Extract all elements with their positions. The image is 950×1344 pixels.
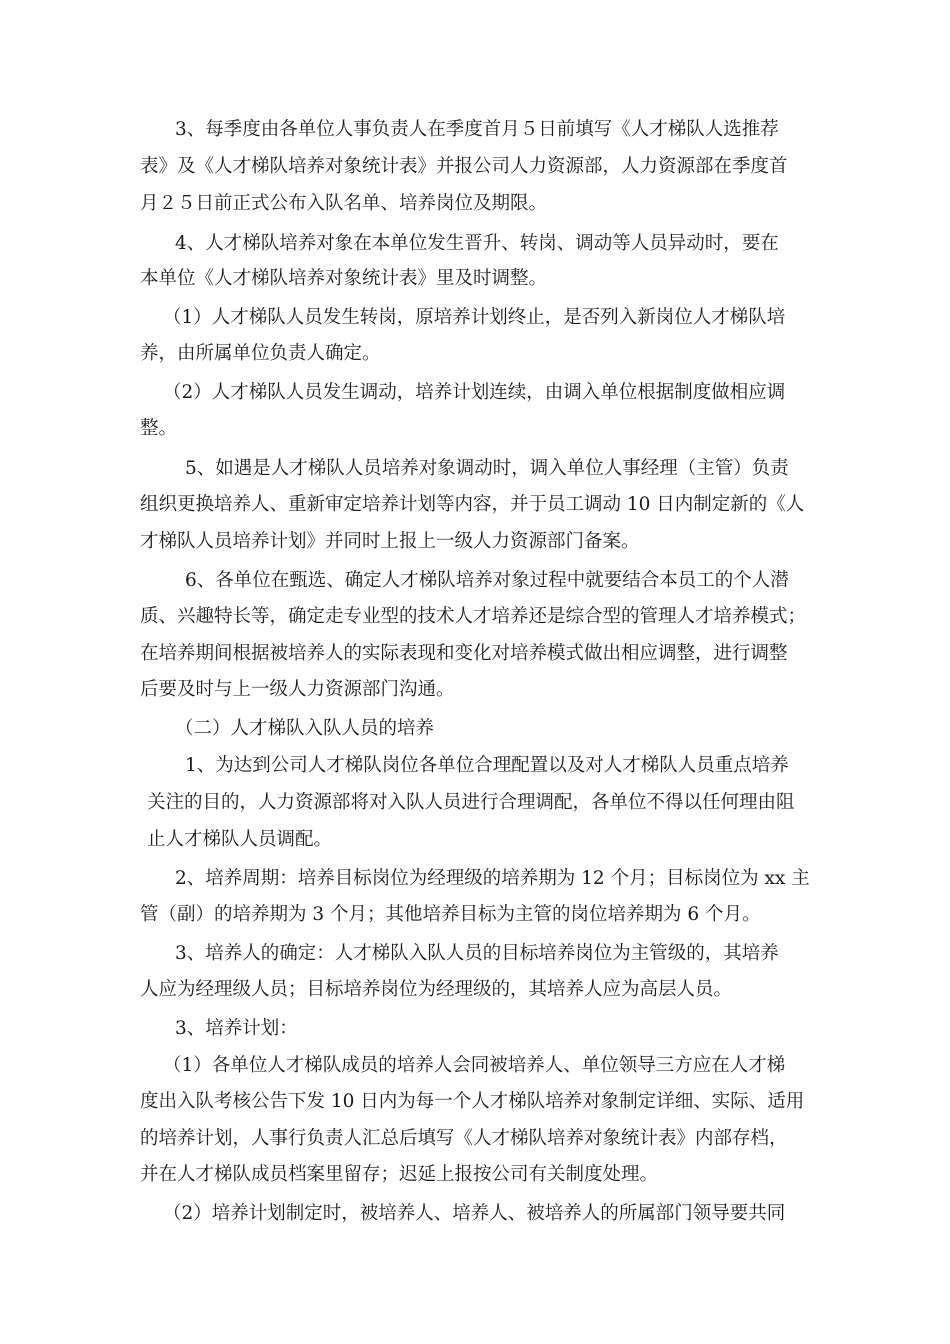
text-line: 月２５日前正式公布入队名单、培养岗位及期限。 [140,193,548,214]
text-line: 的培养计划，人事行负责人汇总后填写《人才梯队培养对象统计表》内部存档， [140,1128,788,1149]
text-line: 养，由所属单位负责人确定。 [140,343,381,364]
text-line: 2、培养周期：培养目标岗位为经理级的培养期为 12 个月；目标岗位为 xx 主 [175,868,810,889]
text-line: 3、培养人的确定：人才梯队入队人员的目标培养岗位为主管级的，其培养 [175,943,779,964]
text-line: 在培养期间根据被培养人的实际表现和变化对培养模式做出相应调整，进行调整 [140,643,788,664]
text-line: 人应为经理级人员；目标培养岗位为经理级的，其培养人应为高层人员。 [140,979,733,1000]
text-line: 后要及时与上一级人力资源部门沟通。 [140,679,455,700]
text-line: 3、每季度由各单位人事负责人在季度首月５日前填写《人才梯队人选推荐 [175,119,779,140]
text-line: 表》及《人才梯队培养对象统计表》并报公司人力资源部，人力资源部在季度首 [140,156,788,177]
text-line: （2）人才梯队人员发生调动，培养计划连续，由调入单位根据制度做相应调 [163,382,786,403]
text-line: 质、兴趣特长等，确定走专业型的技术人才培养还是综合型的管理人才培养模式； [140,606,807,627]
text-line: （2）培养计划制定时，被培养人、培养人、被培养人的所属部门领导要共同 [163,1203,786,1224]
text-line: 管（副）的培养期为 3 个月；其他培养目标为主管的岗位培养期为 6 个月。 [140,904,761,925]
text-line: 度出入队考核公告下发 10 日内为每一个人才梯队培养对象制定详细、实际、适用 [140,1091,805,1112]
text-line: 1、为达到公司人才梯队岗位各单位合理配置以及对人才梯队人员重点培养 [185,755,789,776]
text-line: 并在人才梯队成员档案里留存；迟延上报按公司有关制度处理。 [140,1164,659,1185]
text-line: 本单位《人才梯队培养对象统计表》里及时调整。 [140,268,548,289]
text-line: （1）人才梯队人员发生转岗，原培养计划终止，是否列入新岗位人才梯队培 [163,307,786,328]
text-line: 止人才梯队人员调配。 [147,829,333,850]
text-line: 才梯队人员培养计划》并同时上报上一级人力资源部门备案。 [140,531,640,552]
text-line: （1）各单位人才梯队成员的培养人会同被培养人、单位领导三方应在人才梯 [163,1055,786,1076]
text-line: 关注的目的，人力资源部将对入队人员进行合理调配，各单位不得以任何理由阻 [147,792,795,813]
text-line: 整。 [140,418,178,439]
section-heading: （二）人才梯队入队人员的培养 [175,718,435,739]
text-line: 6、各单位在甄选、确定人才梯队培养对象过程中就要结合本员工的个人潜 [185,570,789,591]
text-line: 4、人才梯队培养对象在本单位发生晋升、转岗、调动等人员异动时，要在 [175,233,779,254]
text-line: 5、如遇是人才梯队人员培养对象调动时，调入单位人事经理（主管）负责 [185,458,789,479]
text-line: 3、培养计划： [175,1018,298,1039]
text-line: 组织更换培养人、重新审定培养计划等内容，并于员工调动 10 日内制定新的《人 [140,494,805,515]
